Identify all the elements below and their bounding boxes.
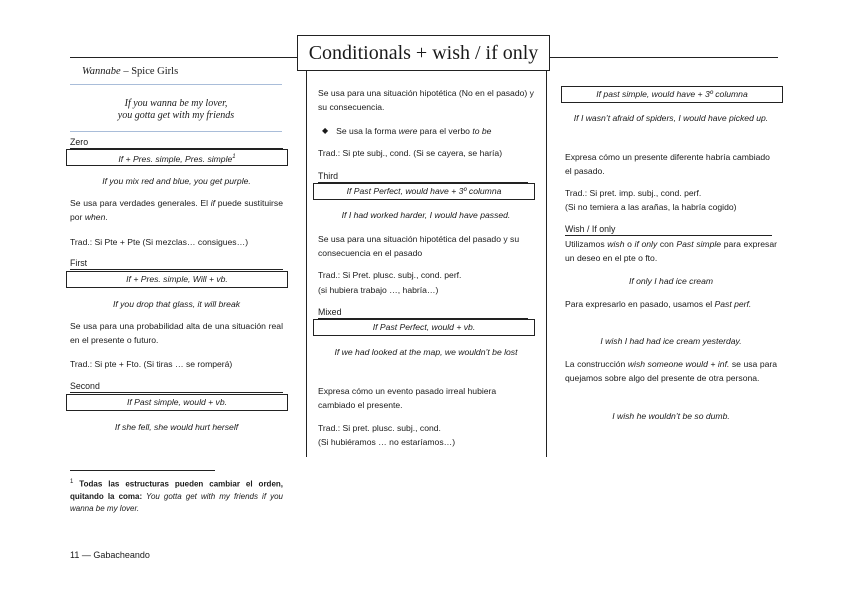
example-mixed: If we had looked at the map, we wouldn’t be lost xyxy=(334,347,518,357)
example-zero: If you mix red and blue, you get purple. xyxy=(102,176,251,186)
usage-wish-d: para expresar un deseo en el pte o fto. xyxy=(565,239,777,263)
formula-zero-text: If + Pres. simple, Pres. simple xyxy=(118,153,233,164)
usage-wish-a: Utilizamos xyxy=(565,239,608,249)
translation-first: Trad.: Si pte + Fto. (Si tiras … se romperá) xyxy=(70,359,233,369)
formula-mixed-past: If past simple, would have + 3º columna xyxy=(561,86,783,103)
section-heading-mixed: Mixed xyxy=(318,306,528,319)
usage-zero-c: . xyxy=(105,212,108,222)
usage-zero-when: when xyxy=(84,212,106,222)
usage-zero-a: Se usa para verdades generales. El xyxy=(70,198,211,208)
usage-wish-b: o xyxy=(624,239,635,249)
translation-mixed-past-1: Trad.: Si pret. imp. subj., cond. perf. xyxy=(565,188,702,198)
song-title: Wannabe xyxy=(82,66,121,77)
page-footer: 11 — Gabacheando xyxy=(70,550,150,560)
usage-third: Se usa para una situación hipotética del pasado y su consecuencia en el pasado xyxy=(318,234,520,258)
usage-wish-word: wish xyxy=(607,239,625,249)
section-heading-first: First xyxy=(70,257,283,270)
page-title: Conditionals + wish / if only xyxy=(297,35,550,71)
section-heading-zero: Zero xyxy=(70,136,283,149)
usage-wish-would xyxy=(565,357,777,385)
footnote-italic: You gotta get with my friends if you wanna be my lover. xyxy=(70,491,283,513)
translation-mixed-2: (Si hubiéramos … no estaríamos…) xyxy=(318,437,456,447)
section-heading-wish: Wish / If only xyxy=(565,223,772,236)
usage-zero xyxy=(70,196,283,224)
usage-past-a: Para expresarlo en pasado, usamos el xyxy=(565,299,715,309)
usage-wish-past-perf xyxy=(565,297,777,311)
lyrics-line-1: If you wanna be my lover, xyxy=(124,98,228,109)
header-rule-right xyxy=(549,57,778,58)
lyrics-rule-bottom xyxy=(70,131,282,132)
translation-zero: Trad.: Si Pte + Pte (Si mezclas… consigues…) xyxy=(70,237,249,247)
lyrics-rule-top xyxy=(70,84,282,85)
example-wish-3: I wish he wouldn’t be so dumb. xyxy=(612,411,730,421)
song-credit xyxy=(82,66,178,77)
footnote-mark: 1 xyxy=(70,479,74,485)
footnote-ref: 1 xyxy=(232,154,236,160)
usage-would-i: wish someone would + inf. xyxy=(627,359,730,369)
diamond-bullet-icon: ◆ xyxy=(322,126,329,135)
usage-wish-past: Past simple xyxy=(676,239,722,249)
usage-wish xyxy=(565,237,777,265)
example-wish-1: If only I had ice cream xyxy=(628,276,714,286)
footnote-bold: Todas las estructuras pueden cambiar el orden, quitando la coma: xyxy=(70,479,283,501)
formula-zero xyxy=(66,149,288,166)
song-artist: Spice Girls xyxy=(131,66,179,77)
translation-mixed-past-2: (Si no temiera a las arañas, la habría cogido) xyxy=(565,202,737,212)
usage-wish-ifonly: if only xyxy=(634,239,658,249)
formula-first: If + Pres. simple, Will + vb. xyxy=(66,271,288,288)
example-third: If I had worked harder, I would have passed. xyxy=(341,210,511,220)
lyrics-line-2: you gotta get with my friends xyxy=(117,110,235,121)
song-separator: – xyxy=(120,66,132,77)
bullet-tobe: to be xyxy=(472,126,492,136)
usage-first: Se usa para una probabilidad alta de una situación real en el presente o futuro. xyxy=(70,321,283,345)
usage-mixed: Expresa cómo un evento pasado irreal hubiera cambiado el presente. xyxy=(318,386,497,410)
example-first: If you drop that glass, it will break xyxy=(112,299,241,309)
usage-would-a: La construcción xyxy=(565,359,628,369)
section-heading-second: Second xyxy=(70,380,283,393)
bullet-b: para el verbo xyxy=(417,126,473,136)
usage-wish-c: con xyxy=(657,239,677,249)
formula-third: If Past Perfect, would have + 3º columna xyxy=(313,183,535,200)
example-mixed-past: If I wasn’t afraid of spiders, I would have picked up. xyxy=(573,113,769,123)
translation-third-2: (si hubiera trabajo …, habría…) xyxy=(318,285,439,295)
example-wish-2: I wish I had had ice cream yesterday. xyxy=(600,336,742,346)
usage-mixed-past: Expresa cómo un presente diferente habría cambiado el pasado. xyxy=(565,152,770,176)
lyrics-quote xyxy=(70,98,282,122)
bullet-a: Se usa la forma xyxy=(336,126,399,136)
bullet-were-word: were xyxy=(398,126,418,136)
example-second: If she fell, she would hurt herself xyxy=(114,422,239,432)
bullet-were xyxy=(322,124,534,138)
translation-second: Trad.: Si pte subj., cond. (Si se cayera, se haría) xyxy=(318,148,503,158)
formula-second: If Past simple, would + vb. xyxy=(66,394,288,411)
footnote-rule xyxy=(70,470,215,471)
usage-would-b: se usa para quejamos sobre algo del presente de otra persona. xyxy=(565,359,778,383)
translation-mixed-1: Trad.: Si pret. plusc. subj., cond. xyxy=(318,423,441,433)
footnote xyxy=(70,476,283,515)
usage-past-perf: Past perf. xyxy=(714,299,752,309)
section-heading-third: Third xyxy=(318,170,528,183)
column-divider-2 xyxy=(546,70,547,457)
header-rule-left xyxy=(70,57,297,58)
translation-third-1: Trad.: Si Pret. plusc. subj., cond. perf. xyxy=(318,270,462,280)
usage-zero-b: puede sustituirse por xyxy=(70,198,283,222)
bullet-were-text xyxy=(336,124,491,138)
usage-second: Se usa para una situación hipotética (No en el pasado) y su consecuencia. xyxy=(318,88,534,112)
usage-zero-if: if xyxy=(210,198,216,208)
column-divider-1 xyxy=(306,70,307,457)
formula-mixed: If Past Perfect, would + vb. xyxy=(313,319,535,336)
